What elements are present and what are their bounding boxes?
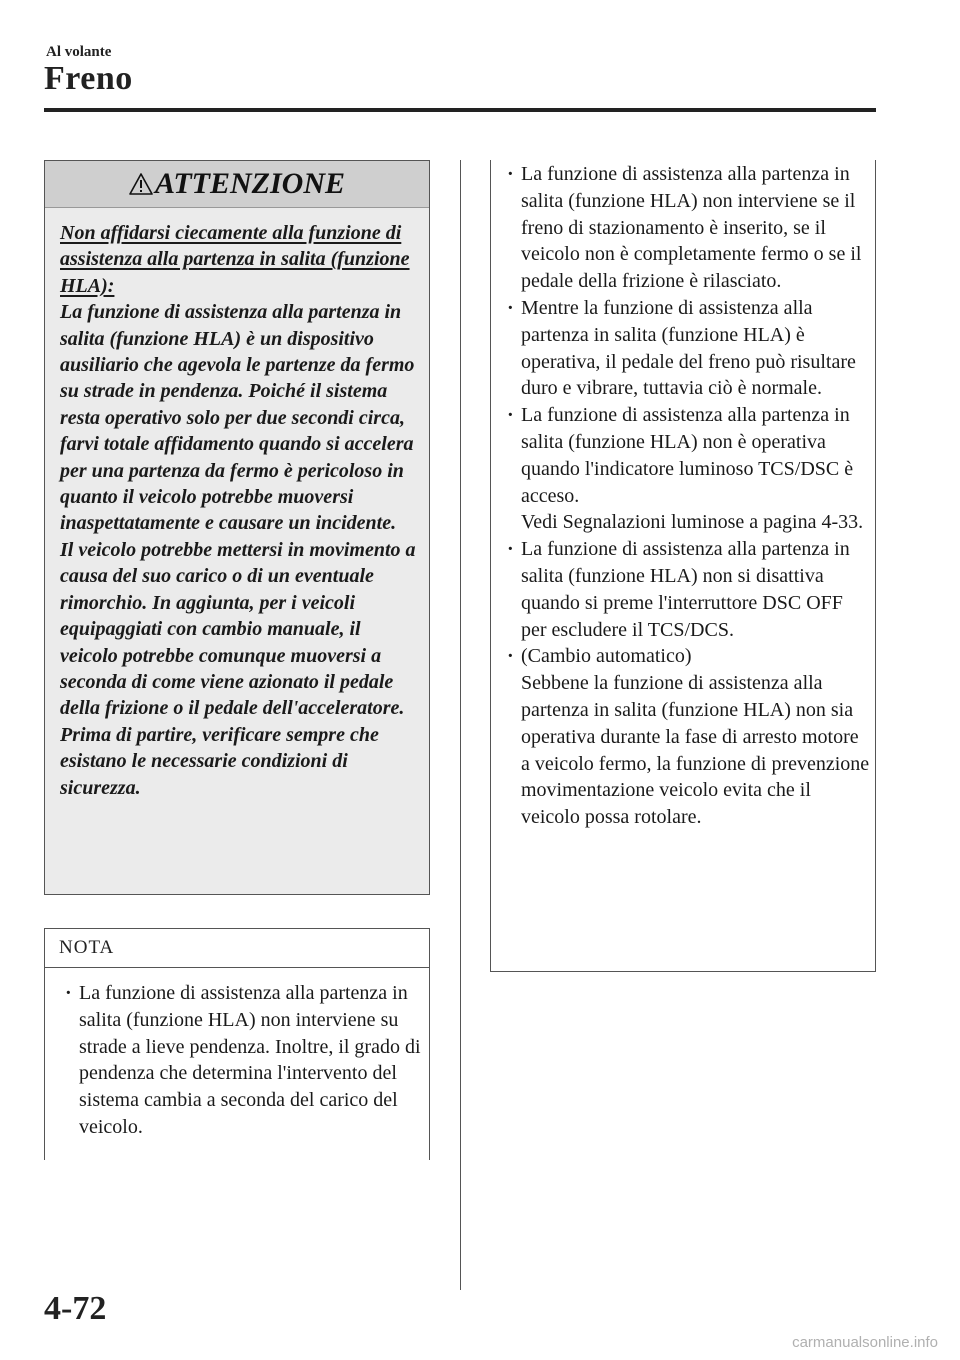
list-item: · La funzione di assistenza alla partenza in salita (funzione HLA) non interviene su strade a lieve pendenza. Inoltre, il grado di pendenza che determina l'intervento del sistema cambia a seconda del carico del veicolo. bbox=[45, 980, 429, 1141]
column-divider bbox=[460, 160, 461, 1290]
page-reference: Vedi Segnalazioni luminose a pagina 4-33. bbox=[521, 511, 864, 534]
list-item: · La funzione di assistenza alla partenza in salita (funzione HLA) non interviene se il freno di stazionamento è inserito, se il veicolo non è completamente fermo o se il pedale della frizione è rilasciato. bbox=[491, 161, 875, 295]
page-number: 4-72 bbox=[44, 1290, 107, 1327]
list-item bbox=[491, 643, 875, 831]
list-item-text: (Cambio automatico) bbox=[521, 645, 692, 668]
list-item-detail: Sebbene la funzione di assistenza alla partenza in salita (funzione HLA) non sia operativa durante la fase di arresto motore a veicolo fermo, la funzione di prevenzione movimentazione veicolo evita che il veicolo possa rotolare. bbox=[521, 672, 870, 829]
warning-title: ATTENZIONE bbox=[154, 167, 346, 200]
note-continued-list bbox=[491, 160, 875, 831]
warning-paragraph: Il veicolo potrebbe mettersi in movimento a causa del suo carico o di un eventuale rimorchio. In aggiunta, per i veicoli equipaggiati con cambio manuale, il veicolo potrebbe comunque muoversi a seconda di come viene azionato il pedale della frizione o il pedale dell'acceleratore. Prima di partire, verificare sempre che esistano le necessarie condizioni di sicurezza. bbox=[60, 538, 416, 799]
warning-heading: Non affidarsi ciecamente alla funzione di assistenza alla partenza in salita (funzione HLA): bbox=[60, 222, 410, 297]
watermark: carmanualsonline.info bbox=[792, 1334, 938, 1351]
warning-header bbox=[45, 161, 429, 208]
note-box bbox=[44, 928, 430, 1160]
header-divider bbox=[44, 108, 876, 112]
list-item: · Mentre la funzione di assistenza alla partenza in salita (funzione HLA) è operativa, il pedale del freno può risultare duro e vibrare, tuttavia ciò è normale. bbox=[491, 295, 875, 402]
warning-body bbox=[45, 208, 429, 801]
section-label: Al volante bbox=[46, 44, 112, 60]
warning-box bbox=[44, 160, 430, 895]
note-list bbox=[45, 968, 429, 1141]
list-item: · La funzione di assistenza alla partenza in salita (funzione HLA) non si disattiva quando si preme l'interruttore DSC OFF per escludere il TCS/DCS. bbox=[491, 536, 875, 643]
note-continued-box bbox=[490, 160, 876, 972]
warning-paragraph: La funzione di assistenza alla partenza in salita (funzione HLA) è un dispositivo ausiliario che agevola le partenze da fermo su strade in pendenza. Poiché il sistema resta operativo solo per due secondi circa, farvi totale affidamento quando si accelera per una partenza da fermo è pericoloso in quanto il veicolo potrebbe muoversi inaspettatamente e causare un incidente. bbox=[60, 301, 415, 535]
warning-triangle-icon bbox=[129, 173, 153, 195]
list-item-text: La funzione di assistenza alla partenza in salita (funzione HLA) non è operativa quando l'indicatore luminoso TCS/DSC è acceso. bbox=[521, 404, 854, 507]
list-item bbox=[491, 402, 875, 536]
page-title: Freno bbox=[44, 60, 133, 97]
note-title: NOTA bbox=[45, 929, 429, 968]
